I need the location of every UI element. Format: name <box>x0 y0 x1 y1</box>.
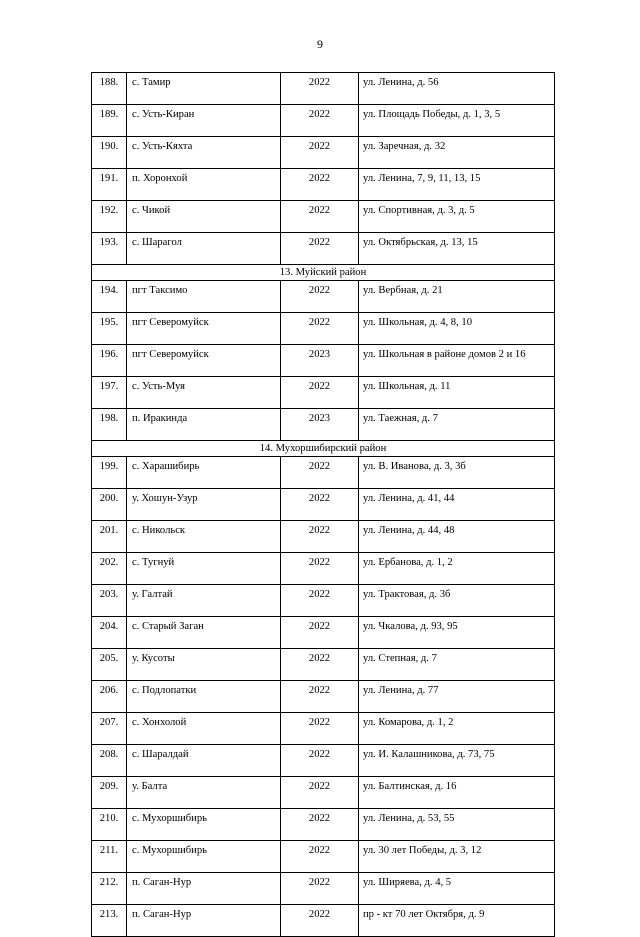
section-title: 13. Муйский район <box>92 265 555 281</box>
address-cell: ул. Ленина, д. 53, 55 <box>359 809 555 841</box>
settlement-name: с. Старый Заган <box>127 617 281 649</box>
settlement-name: пгт Таксимо <box>127 281 281 313</box>
year-cell: 2022 <box>281 809 359 841</box>
year-cell: 2022 <box>281 617 359 649</box>
table-row <box>92 809 555 841</box>
table-row <box>92 777 555 809</box>
address-cell: ул. Ширяева, д. 4, 5 <box>359 873 555 905</box>
table-row <box>92 233 555 265</box>
row-number: 188. <box>92 73 127 105</box>
row-number: 200. <box>92 489 127 521</box>
row-number: 191. <box>92 169 127 201</box>
row-number: 192. <box>92 201 127 233</box>
row-number: 197. <box>92 377 127 409</box>
row-number: 209. <box>92 777 127 809</box>
settlement-name: п. Саган-Нур <box>127 905 281 937</box>
address-cell: ул. Балтинская, д. 16 <box>359 777 555 809</box>
address-cell: ул. Спортивная, д. 3, д. 5 <box>359 201 555 233</box>
table-row <box>92 169 555 201</box>
address-cell: ул. Школьная, д. 11 <box>359 377 555 409</box>
row-number: 205. <box>92 649 127 681</box>
address-cell: ул. Комарова, д. 1, 2 <box>359 713 555 745</box>
table-row <box>92 137 555 169</box>
settlement-name: с. Никольск <box>127 521 281 553</box>
settlement-name: с. Усть-Муя <box>127 377 281 409</box>
row-number: 207. <box>92 713 127 745</box>
row-number: 204. <box>92 617 127 649</box>
address-cell: ул. Ленина, д. 44, 48 <box>359 521 555 553</box>
address-cell: ул. Трактовая, д. 3б <box>359 585 555 617</box>
settlement-name: с. Усть-Кяхта <box>127 137 281 169</box>
address-cell: ул. Ленина, д. 56 <box>359 73 555 105</box>
year-cell: 2022 <box>281 169 359 201</box>
settlement-name: п. Хоронхой <box>127 169 281 201</box>
table-body <box>92 73 555 937</box>
settlement-name: с. Усть-Киран <box>127 105 281 137</box>
row-number: 212. <box>92 873 127 905</box>
table-row <box>92 745 555 777</box>
year-cell: 2022 <box>281 313 359 345</box>
row-number: 203. <box>92 585 127 617</box>
table-row <box>92 457 555 489</box>
address-cell: ул. В. Иванова, д. 3, 3б <box>359 457 555 489</box>
settlement-name: у. Кусоты <box>127 649 281 681</box>
year-cell: 2022 <box>281 233 359 265</box>
settlement-name: п. Иракинда <box>127 409 281 441</box>
year-cell: 2022 <box>281 681 359 713</box>
address-cell: пр - кт 70 лет Октября, д. 9 <box>359 905 555 937</box>
address-cell: ул. Вербная, д. 21 <box>359 281 555 313</box>
row-number: 206. <box>92 681 127 713</box>
year-cell: 2022 <box>281 281 359 313</box>
table-row <box>92 681 555 713</box>
table-row <box>92 201 555 233</box>
address-cell: ул. Школьная, д. 4, 8, 10 <box>359 313 555 345</box>
year-cell: 2022 <box>281 553 359 585</box>
table-row <box>92 553 555 585</box>
table-row <box>92 649 555 681</box>
address-cell: ул. Октябрьская, д. 13, 15 <box>359 233 555 265</box>
settlement-name: с. Подлопатки <box>127 681 281 713</box>
settlement-name: с. Шаралдай <box>127 745 281 777</box>
table-row <box>92 105 555 137</box>
table-row <box>92 409 555 441</box>
address-cell: ул. Таежная, д. 7 <box>359 409 555 441</box>
table-row <box>92 873 555 905</box>
table-row <box>92 617 555 649</box>
row-number: 198. <box>92 409 127 441</box>
address-cell: ул. И. Калашникова, д. 73, 75 <box>359 745 555 777</box>
address-cell: ул. Школьная в районе домов 2 и 16 <box>359 345 555 377</box>
year-cell: 2022 <box>281 489 359 521</box>
row-number: 213. <box>92 905 127 937</box>
address-cell: ул. Степная, д. 7 <box>359 649 555 681</box>
table-row <box>92 905 555 937</box>
settlement-name: у. Галтай <box>127 585 281 617</box>
settlement-name: с. Мухоршибирь <box>127 809 281 841</box>
row-number: 194. <box>92 281 127 313</box>
row-number: 211. <box>92 841 127 873</box>
address-cell: ул. Ленина, д. 41, 44 <box>359 489 555 521</box>
settlement-name: с. Шарагол <box>127 233 281 265</box>
year-cell: 2022 <box>281 521 359 553</box>
row-number: 199. <box>92 457 127 489</box>
page-number: 9 <box>317 37 323 51</box>
settlement-name: пгт Северомуйск <box>127 345 281 377</box>
table-row <box>92 345 555 377</box>
row-number: 195. <box>92 313 127 345</box>
year-cell: 2022 <box>281 745 359 777</box>
settlements-table <box>91 72 555 937</box>
table-row <box>92 585 555 617</box>
year-cell: 2022 <box>281 73 359 105</box>
settlement-name: с. Хонхолой <box>127 713 281 745</box>
table-row <box>92 713 555 745</box>
year-cell: 2022 <box>281 649 359 681</box>
table-row <box>92 281 555 313</box>
row-number: 196. <box>92 345 127 377</box>
row-number: 190. <box>92 137 127 169</box>
table-row <box>92 313 555 345</box>
section-row <box>92 441 555 457</box>
year-cell: 2022 <box>281 585 359 617</box>
row-number: 193. <box>92 233 127 265</box>
settlement-name: с. Харашибирь <box>127 457 281 489</box>
settlement-name: с. Тамир <box>127 73 281 105</box>
address-cell: ул. Ленина, 7, 9, 11, 13, 15 <box>359 169 555 201</box>
settlement-name: у. Хошун-Узур <box>127 489 281 521</box>
settlement-name: с. Тугнуй <box>127 553 281 585</box>
settlement-name: с. Мухоршибирь <box>127 841 281 873</box>
year-cell: 2022 <box>281 841 359 873</box>
year-cell: 2022 <box>281 457 359 489</box>
row-number: 202. <box>92 553 127 585</box>
year-cell: 2023 <box>281 345 359 377</box>
address-cell: ул. Ленина, д. 77 <box>359 681 555 713</box>
table-row <box>92 377 555 409</box>
section-row <box>92 265 555 281</box>
address-cell: ул. 30 лет Победы, д. 3, 12 <box>359 841 555 873</box>
address-cell: ул. Площадь Победы, д. 1, 3, 5 <box>359 105 555 137</box>
row-number: 208. <box>92 745 127 777</box>
settlement-name: с. Чикой <box>127 201 281 233</box>
year-cell: 2022 <box>281 777 359 809</box>
table-row <box>92 489 555 521</box>
row-number: 189. <box>92 105 127 137</box>
table-row <box>92 73 555 105</box>
address-cell: ул. Заречная, д. 32 <box>359 137 555 169</box>
settlement-name: п. Саган-Нур <box>127 873 281 905</box>
table-row <box>92 841 555 873</box>
year-cell: 2023 <box>281 409 359 441</box>
section-title: 14. Мухоршибирский район <box>92 441 555 457</box>
row-number: 201. <box>92 521 127 553</box>
settlement-name: пгт Северомуйск <box>127 313 281 345</box>
year-cell: 2022 <box>281 873 359 905</box>
year-cell: 2022 <box>281 377 359 409</box>
year-cell: 2022 <box>281 201 359 233</box>
settlement-name: у. Балта <box>127 777 281 809</box>
address-cell: ул. Ербанова, д. 1, 2 <box>359 553 555 585</box>
address-cell: ул. Чкалова, д. 93, 95 <box>359 617 555 649</box>
year-cell: 2022 <box>281 137 359 169</box>
year-cell: 2022 <box>281 105 359 137</box>
table-row <box>92 521 555 553</box>
row-number: 210. <box>92 809 127 841</box>
year-cell: 2022 <box>281 905 359 937</box>
year-cell: 2022 <box>281 713 359 745</box>
